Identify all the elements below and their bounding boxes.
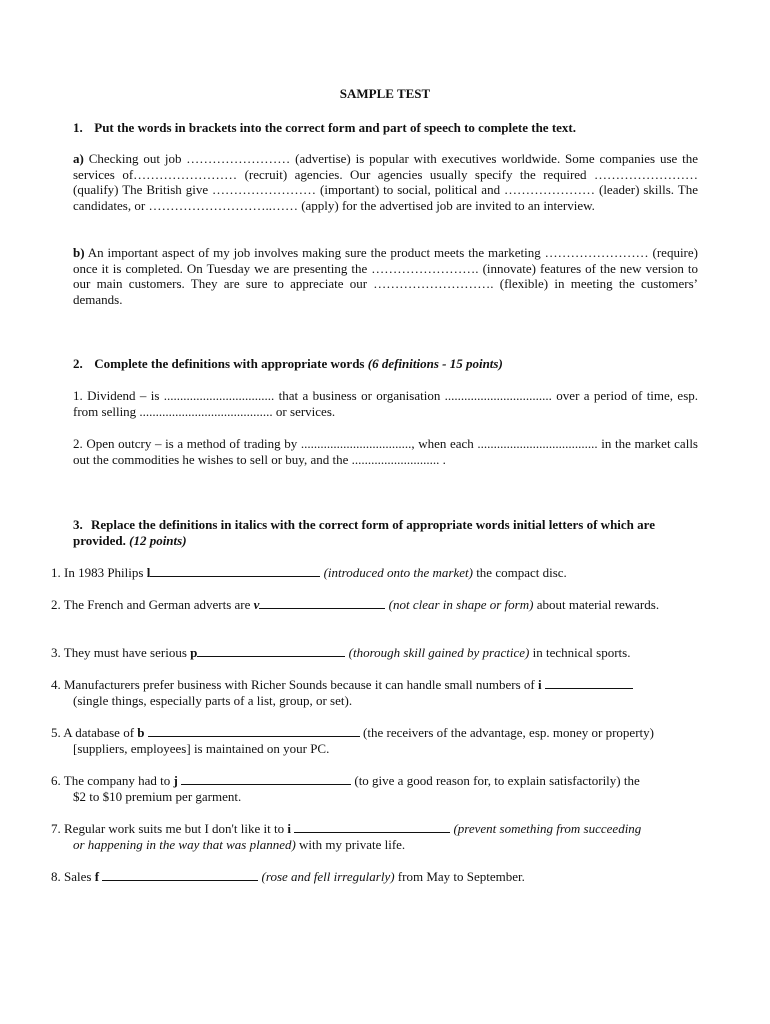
- question-7-text: 7. Regular work suits me but I don't like it to: [51, 821, 288, 836]
- section1-paragraph-a: [73, 151, 698, 213]
- question-8-text: 8. Sales: [51, 869, 95, 884]
- question-6-text: 6. The company had to: [51, 773, 174, 788]
- question-2-letter: v: [253, 597, 260, 612]
- question-2-tail: about material rewards.: [533, 597, 660, 612]
- paragraph-a-label: a): [73, 151, 84, 166]
- section3-number: 3.: [73, 517, 83, 532]
- paragraph-a-text: Checking out job …………………… (advertise) is popular with executives worldwide. Some companies use the services of…………………… (recruit) agencies. Our agencies usually specify the required …………………… (qualify) The British give …………………… (important) to social, political and ………………… (leader) skills. The candidates, or ………………………..…… (apply) for the advertised job are invited to an interview.: [73, 151, 699, 213]
- question-4-letter: i: [538, 677, 542, 692]
- question-1-tail: the compact disc.: [472, 565, 567, 580]
- section3-heading-text: Replace the definitions in italics with the correct form of appropriate words initial letters of which are provided.: [73, 517, 655, 548]
- answer-blank-5[interactable]: [148, 725, 360, 737]
- question-7-hint: (prevent something from succeeding: [453, 821, 642, 836]
- section2-number: 2.: [73, 356, 83, 371]
- question-8-letter: f: [94, 869, 100, 884]
- answer-blank-6[interactable]: [181, 773, 351, 785]
- question-3: [51, 645, 698, 661]
- question-4-tail: (single things, especially parts of a list, group, or set).: [73, 692, 353, 708]
- section3-points: (12 points): [129, 532, 187, 548]
- question-8-hint: (rose and fell irregularly): [261, 869, 395, 884]
- answer-blank-3[interactable]: [197, 645, 345, 657]
- section1-number: 1.: [73, 120, 83, 135]
- question-8-tail: from May to September.: [394, 869, 525, 884]
- question-7-letter: i: [287, 821, 291, 836]
- question-4-text: 4. Manufacturers prefer business with Richer Sounds because it can handle small numbers of: [51, 677, 539, 692]
- question-6: [51, 773, 698, 804]
- answer-blank-2[interactable]: [259, 597, 385, 609]
- question-5: [51, 725, 698, 756]
- question-5-tail: (the receivers of the advantage, esp. money or property): [359, 725, 654, 740]
- question-5-text: 5. A database of: [51, 725, 138, 740]
- question-6-letter: j: [173, 773, 178, 788]
- answer-blank-1[interactable]: [150, 565, 320, 577]
- page-title: SAMPLE TEST: [339, 86, 431, 101]
- question-1-letter: l: [146, 565, 151, 580]
- question-7: [51, 821, 698, 852]
- question-1: [51, 565, 698, 581]
- question-3-text: 3. They must have serious: [51, 645, 191, 660]
- section1-paragraph-b: [73, 245, 698, 307]
- definition-item-1: 1. Dividend – is .................................. that a business or organisation ................................. over a period of time, esp. from selling ......................................... or services.: [73, 388, 698, 419]
- question-2-text: 2. The French and German adverts are: [51, 597, 254, 612]
- section3-heading: [73, 517, 698, 548]
- paragraph-b-label: b): [73, 245, 85, 260]
- question-7-hint-line2: or happening in the way that was planned): [73, 836, 296, 852]
- question-8: [51, 869, 698, 885]
- section2-heading-text: Complete the definitions with appropriate words: [94, 356, 365, 371]
- question-6-tail: (to give a good reason for, to explain satisfactorily) the: [351, 773, 640, 788]
- question-3-tail: in technical sports.: [529, 645, 631, 660]
- question-3-letter: p: [190, 645, 198, 660]
- section2-points: (6 definitions - 15 points): [367, 356, 503, 371]
- paragraph-b-text: An important aspect of my job involves making sure the product meets the marketing …………………… (require) once it is completed. On Tuesday we are presenting the ……………………. (innovate) features of the new version to our main customers. They are sure to appreciate our ………………………. (flexible) in meeting the customers’ demands.: [73, 245, 698, 307]
- section1-heading-text: Put the words in brackets into the correct form and part of speech to complete the text.: [94, 120, 576, 135]
- question-1-text: 1. In 1983 Philips: [51, 565, 147, 580]
- question-2: [51, 597, 698, 613]
- question-4: [51, 677, 698, 708]
- question-3-hint: (thorough skill gained by practice): [348, 645, 530, 660]
- question-1-hint: (introduced onto the market): [323, 565, 473, 580]
- answer-blank-4[interactable]: [545, 677, 633, 689]
- section1-heading: [73, 120, 698, 136]
- question-5-letter: b: [137, 725, 145, 740]
- answer-blank-7[interactable]: [294, 821, 450, 833]
- question-2-hint: (not clear in shape or form): [388, 597, 534, 612]
- section2-heading: [73, 356, 698, 372]
- answer-blank-8[interactable]: [102, 869, 258, 881]
- question-7-tail: with my private life.: [295, 836, 406, 852]
- question-5-tail-line2: [suppliers, employees] is maintained on your PC.: [73, 740, 330, 756]
- question-6-tail-line2: $2 to $10 premium per garment.: [73, 788, 242, 804]
- definition-item-2: 2. Open outcry – is a method of trading by .................................., when each ..................................... in the market calls out the commodities he wishes to sell or buy, and the ........................... .: [73, 436, 698, 467]
